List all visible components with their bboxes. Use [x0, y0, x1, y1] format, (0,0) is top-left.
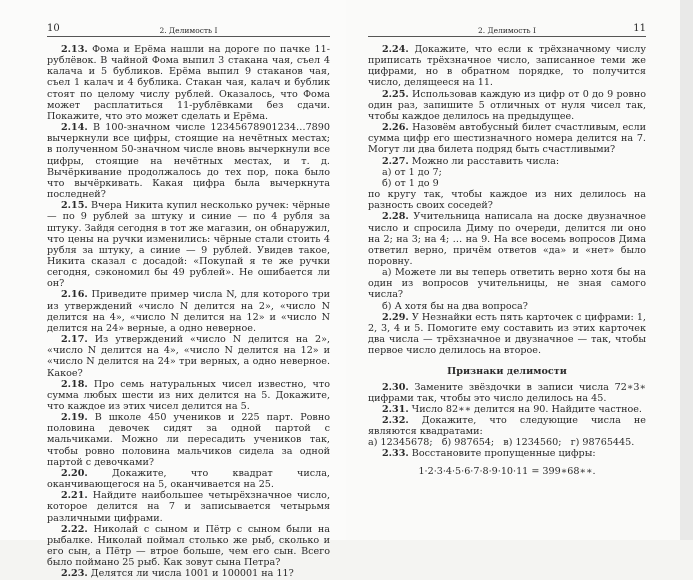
page-number: 10: [47, 23, 60, 34]
left-page-body: [47, 44, 330, 580]
problem-text: Приведите пример числа N, для которого три из утверждений «число N делится на 2», «число N делится на 4», «число N делится на 12» и «число N делится на 24» верные, а одно неверное.: [47, 289, 330, 334]
problem-number: 2.13.: [61, 44, 88, 55]
problem: 2.25. Использовав каждую из цифр от 0 до 9 ровно один раз, запишите 5 отличных от нуля чисел так, чтобы каждое делилось на предыдущее.: [368, 88, 646, 122]
scan-edge: [680, 0, 693, 540]
problem-text: Про семь натуральных чисел известно, что сумма любых шести из них делится на 5. Докажите, что каждое из этих чисел делится на 5.: [47, 378, 330, 412]
problem: [47, 568, 330, 579]
problem: 2.24. Докажите, что если к трёхзначному числу приписать трёхзначное число, записанное теми же цифрами, но в обратном порядке, то получится число, делящееся на 11.: [368, 44, 647, 89]
right-page: [346, 0, 680, 540]
problem-part: б) А хотя бы на два вопроса?: [382, 300, 528, 312]
problem: [47, 44, 330, 122]
right-page-body: [368, 44, 646, 477]
problem: 2.32. Докажите, что следующие числа не являются квадратами:: [368, 415, 646, 438]
problem-number: 2.15.: [61, 200, 88, 212]
running-head: 2. Делимость I: [478, 26, 536, 35]
problem: [47, 524, 330, 569]
problem: 2.26. Назовём автобусный билет счастливым, если сумма цифр его шестизначного номера делится на 7. Могут ли два билета подряд быть счастливыми?: [368, 122, 646, 156]
problem-continuation: по кругу так, чтобы каждое из них делилось на разность своих соседей?: [368, 189, 646, 212]
page-number: 11: [633, 23, 646, 34]
problem: [47, 490, 330, 523]
problem: 2.33. Восстановите пропущенные цифры:: [382, 448, 596, 460]
problem: 2.27. Можно ли расставить числа:: [382, 155, 560, 167]
problem-options: а) 12345678; б) 987654; в) 1234560; г) 98765445.: [368, 437, 635, 449]
page-header: [47, 24, 330, 37]
problem-text: Найдите наибольшее четырёхзначное число, которое делится на 7 и записывается четырьмя различными цифрами.: [47, 490, 330, 524]
problem: [47, 334, 330, 379]
problem: 2.29. У Незнайки есть пять карточек с цифрами: 1, 2, 3, 4 и 5. Помогите ему составить из этих карточек два числа — трёхзначное и двузначное — так, чтобы первое число делилось на второе.: [368, 311, 646, 357]
problem-number: 2.18.: [61, 378, 88, 390]
problem-number: 2.14.: [61, 122, 88, 134]
problem: [47, 412, 330, 468]
problem-number: 2.21.: [61, 490, 88, 502]
problem-text: В 100-значном числе 12345678901234…7890 вычеркнули все цифры, стоящие на нечётных местах; в полученном 50-значном числе вновь вычеркнули все цифры, стоящие на нечётных местах, и т. д. Вычёркивание продолжалось до тех пор, пока было что вычёркивать. Какая цифра была вычеркнута последней?: [47, 122, 330, 201]
problem-number: 2.17.: [61, 334, 88, 346]
problem-number: 2.20.: [61, 467, 88, 479]
problem-text: Делятся ли числа 1001 и 100001 на 11?: [90, 568, 294, 580]
problem: [47, 122, 330, 200]
problem-part: а) Можете ли вы теперь ответить верно хотя бы на один из вопросов учительницы, не зная самого числа?: [368, 267, 646, 301]
formula: 1·2·3·4·5·6·7·8·9·10·11 = 399∗68∗∗.: [418, 465, 596, 477]
problem-text: Фома и Ерёма нашли на дороге по пачке 11-рублёвок. В чайной Фома выпил 3 стакана чая, съел 4 калача и 5 бубликов. Ерёма выпил 9 стаканов чая, съел 1 калач и 4 бублика. Стакан чая, калач и бублик стоят по целому числу рублей. Оказалось, что Фома может расплатиться 11-рублёвками без сдачи. Покажите, что это может сделать и Ерёма.: [47, 44, 330, 122]
problem-number: 2.16.: [61, 289, 88, 301]
problem: 2.28. Учительница написала на доске двузначное число и спросила Диму по очереди, делится ли оно на 2; на 3; на 4; … на 9. На все восемь вопросов Дима ответил верно, причём ответов «да» и «нет» было поровну.: [368, 211, 646, 267]
problem: 2.31. Число 82∗∗ делится на 90. Найдите частное.: [382, 403, 642, 415]
problem-part: б) от 1 до 9: [382, 177, 439, 189]
problem-text: Вчера Никита купил несколько ручек: чёрные — по 9 рублей за штуку и синие — по 4 рубля за штуку. Зайдя сегодня в тот же магазин, он обнаружил, что цены на ручки изменились: чёрные стали стоить 4 рубля за штуку, а синие — 9 рублей. Увидев такое, Никита сказал с досадой: «Покупай я те же ручки сегодня, сэкономил бы 49 рублей». Не ошибается ли он?: [47, 200, 330, 290]
problem-text: Николай с сыном и Пётр с сыном были на рыбалке. Николай поймал столько же рыб, сколько и его сын, а Пётр — втрое больше, чем его сын. Всего было поймано 25 рыб. Как зовут сына Петра?: [47, 523, 330, 569]
problem: [47, 468, 330, 490]
page-header: [368, 24, 646, 37]
problem-number: 2.22.: [61, 523, 88, 535]
problem: [47, 379, 330, 412]
problem-number: 2.23.: [61, 568, 88, 580]
problem-text: Из утверждений «число N делится на 2», «число N делится на 4», «число N делится на 12» и «число N делится на 24» три верных, а одно неверное. Какое?: [47, 334, 330, 379]
section-heading: Признаки делимости: [447, 366, 567, 378]
problem: [47, 200, 330, 289]
problem: [47, 289, 330, 334]
problem: 2.30. Замените звёздочки в записи числа 72∗3∗ цифрами так, чтобы это число делилось на 45.: [368, 381, 646, 404]
running-head: 2. Делимость I: [159, 26, 218, 35]
problem-text: В школе 450 учеников и 225 парт. Ровно половина девочек сидят за одной партой с мальчиками. Можно ли пересадить учеников так, чтобы ровно половина мальчиков сидела за одной партой с девочками?: [47, 412, 330, 468]
left-page: [0, 0, 346, 580]
problem-number: 2.19.: [61, 412, 88, 424]
problem-text: Докажите, что квадрат числа, оканчивающегося на 5, оканчивается на 25.: [47, 467, 330, 491]
problem-part: а) от 1 до 7;: [382, 166, 442, 178]
